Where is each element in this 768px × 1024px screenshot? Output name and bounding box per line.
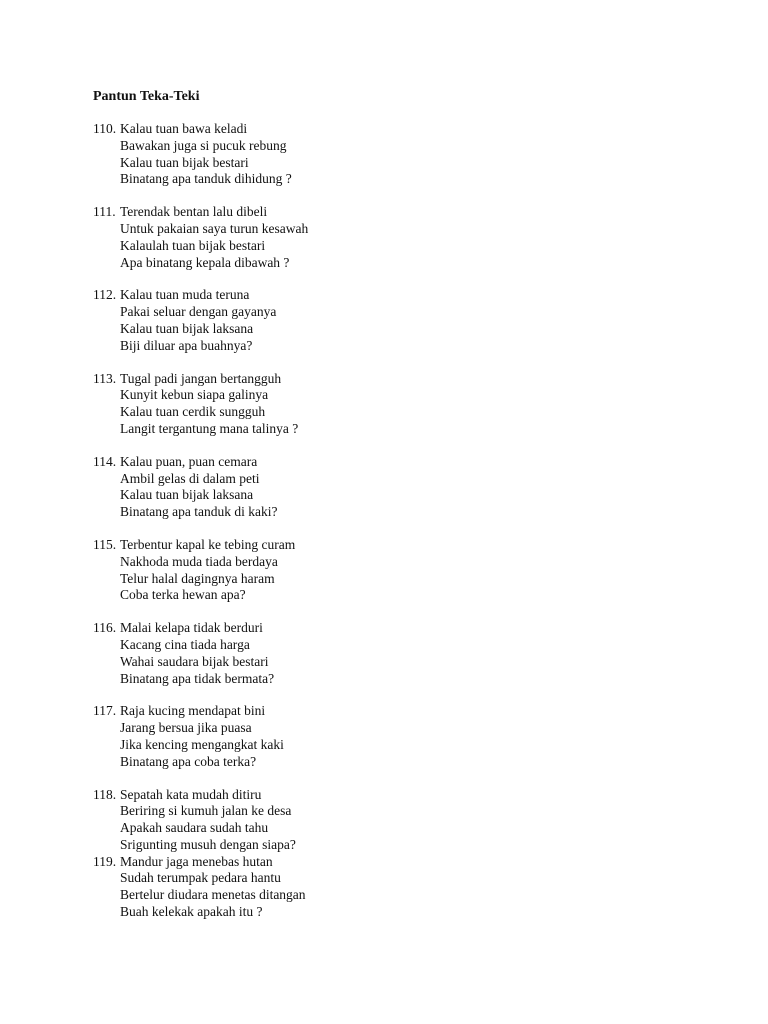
pantun-line: Binatang apa coba terka?	[120, 753, 257, 769]
pantun-line: Kalau tuan bijak bestari	[120, 154, 249, 170]
pantun-item	[93, 703, 733, 770]
pantun-number: 117.	[93, 703, 117, 719]
pantun-number: 114.	[93, 453, 117, 469]
pantun-item	[93, 620, 733, 687]
pantun-item	[93, 371, 733, 438]
pantun-line: Tugal padi jangan bertangguh	[120, 370, 282, 386]
pantun-line: Bertelur diudara menetas ditangan	[120, 887, 306, 903]
pantun-line: Sepatah kata mudah ditiru	[120, 786, 262, 802]
pantun-number: 112.	[93, 287, 117, 303]
pantun-item	[93, 204, 733, 271]
pantun-line: Jarang bersua jika puasa	[120, 720, 252, 736]
pantun-line: Pakai seluar dengan gayanya	[120, 304, 277, 320]
pantun-item	[93, 454, 733, 521]
pantun-number: 119.	[93, 853, 117, 869]
pantun-line: Terendak bentan lalu dibeli	[120, 204, 268, 220]
pantun-line: Kacang cina tiada harga	[120, 636, 250, 652]
pantun-number: 115.	[93, 536, 117, 552]
pantun-line: Bawakan juga si pucuk rebung	[120, 137, 287, 153]
pantun-line: Kunyit kebun siapa galinya	[120, 387, 269, 403]
pantun-line: Srigunting musuh dengan siapa?	[120, 836, 296, 852]
pantun-line: Binatang apa tidak bermata?	[120, 670, 275, 686]
pantun-item	[93, 121, 733, 188]
pantun-number: 116.	[93, 620, 117, 636]
pantun-number: 111.	[93, 204, 116, 220]
pantun-number: 113.	[93, 370, 117, 386]
pantun-line: Binatang apa tanduk dihidung ?	[120, 171, 292, 187]
pantun-line: Binatang apa tanduk di kaki?	[120, 504, 278, 520]
pantun-line: Telur halal dagingnya haram	[120, 570, 275, 586]
pantun-line: Wahai saudara bijak bestari	[120, 653, 269, 669]
pantun-line: Mandur jaga menebas hutan	[120, 853, 273, 869]
pantun-line: Ambil gelas di dalam peti	[120, 470, 260, 486]
pantun-line: Apa binatang kepala dibawah ?	[120, 254, 290, 270]
pantun-list	[93, 121, 733, 937]
pantun-line: Untuk pakaian saya turun kesawah	[120, 220, 309, 236]
pantun-item	[93, 787, 733, 854]
pantun-number: 118.	[93, 786, 117, 802]
pantun-line: Kalau tuan bijak laksana	[120, 487, 254, 503]
pantun-line: Beriring si kumuh jalan ke desa	[120, 803, 292, 819]
pantun-line: Kalau tuan muda teruna	[120, 287, 250, 303]
pantun-line: Jika kencing mengangkat kaki	[120, 736, 284, 752]
pantun-number: 110.	[93, 121, 117, 136]
pantun-line: Kalau tuan bawa keladi	[120, 121, 248, 136]
pantun-line: Sudah terumpak pedara hantu	[120, 870, 281, 886]
pantun-item	[93, 537, 733, 604]
pantun-line: Terbentur kapal ke tebing curam	[120, 536, 296, 552]
pantun-line: Biji diluar apa buahnya?	[120, 337, 253, 353]
pantun-line: Raja kucing mendapat bini	[120, 703, 266, 719]
pantun-line: Kalaulah tuan bijak bestari	[120, 237, 266, 253]
pantun-line: Buah kelekak apakah itu ?	[120, 904, 263, 920]
pantun-line: Coba terka hewan apa?	[120, 587, 246, 603]
pantun-line: Kalau tuan cerdik sungguh	[120, 404, 266, 420]
pantun-line: Langit tergantung mana talinya ?	[120, 420, 299, 436]
pantun-item	[93, 854, 733, 921]
pantun-line: Kalau tuan bijak laksana	[120, 320, 254, 336]
pantun-line: Kalau puan, puan cemara	[120, 453, 258, 469]
pantun-item	[93, 287, 733, 354]
pantun-line: Nakhoda muda tiada berdaya	[120, 553, 278, 569]
pantun-line: Apakah saudara sudah tahu	[120, 820, 269, 836]
document-title: Pantun Teka-Teki	[93, 89, 200, 104]
pantun-line: Malai kelapa tidak berduri	[120, 620, 263, 636]
